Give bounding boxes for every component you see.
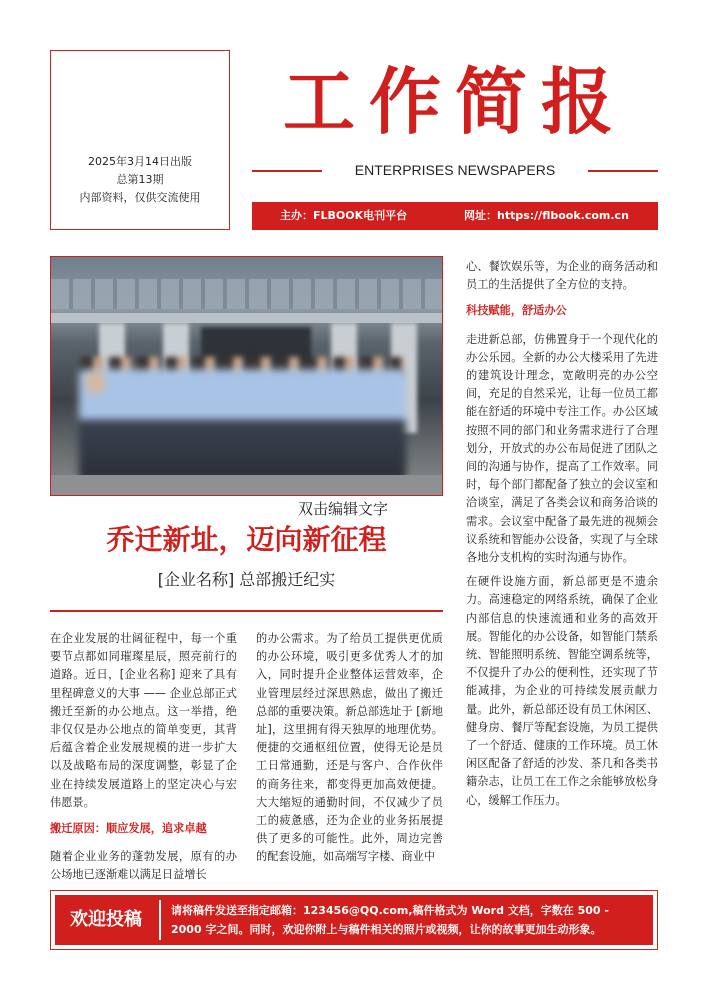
subtitle-rule-right: [588, 170, 658, 172]
submission-text: 请将稿件发送至指定邮箱：123456@QQ.com,稿件格式为 Word 文档，字数在 500 - 2000 字之间。同时，欢迎你附上与稿件相关的照片或视频，让你的故事更加生动形象。: [171, 904, 609, 936]
subtitle-rule-left: [252, 170, 322, 172]
issue-number: 总第13期: [116, 173, 164, 186]
submission-label: 欢迎投稿: [70, 909, 142, 930]
photo-ground: [51, 475, 442, 495]
article-column-1: [50, 630, 237, 891]
photo-people: [79, 369, 406, 481]
group-photo[interactable]: [50, 256, 443, 496]
issue-info-box: [50, 50, 230, 230]
distribution-note: 内部资料，仅供交流使用: [79, 191, 201, 204]
article-headline: 乔迁新址，迈向新征程: [106, 523, 387, 556]
section-title-tech-office: 科技赋能，舒适办公: [466, 304, 567, 318]
article-column-3: [466, 258, 658, 816]
submission-divider: [159, 900, 161, 940]
article-paragraph: 随着企业业务的蓬勃发展，原有的办公场地已逐渐难以满足日益增长: [50, 850, 237, 882]
publisher-host: 主办：FLBOOK电刊平台: [280, 209, 408, 222]
publisher-bar: [252, 202, 658, 230]
section-title-relocation-reason: 搬迁原因：顺应发展，追求卓越: [50, 822, 207, 836]
article-column-2: [256, 630, 443, 873]
issue-date: 2025年3月14日出版: [88, 155, 192, 168]
headline-divider: [50, 610, 443, 612]
submission-banner: [55, 895, 653, 945]
photo-building-windows: [51, 279, 442, 309]
submission-footer: [50, 890, 658, 950]
masthead-subtitle: ENTERPRISES NEWSPAPERS: [354, 162, 556, 178]
article-paragraph: 的办公需求。为了给员工提供更优质的办公环境，吸引更多优秀人才的加入，同时提升企业整体运营效率，企业管理层经过深思熟虑，做出了搬迁总部的重要决策。新总部选址于 [新地址]，这里拥有得天独厚的地理优势。便捷的交通枢纽位置，使得无论是员工日常通勤，还是与客户、合作伙伴的商务往来，都变得更加高效便捷。大大缩短的通勤时间，不仅减少了员工的疲惫感，还为企业的业务拓展提供了更多的可能性。此外，周边完善的配套设施，如高端写字楼、商业中: [256, 632, 443, 864]
publisher-website[interactable]: 网址：https://flbook.com.cn: [464, 209, 629, 222]
photo-canopy: [51, 313, 442, 323]
article-paragraph: 走进新总部，仿佛置身于一个现代化的办公乐园。全新的办公大楼采用了先进的建筑设计理念，宽敞明亮的办公空间，充足的自然采光，让每一位员工都能在舒适的环境中专注工作。办公区域按照不同的部门和业务需求进行了合理划分，开放式的办公布局促进了团队之间的沟通与协作，提高了工作效率。同时，每个部门都配备了独立的会议室和洽谈室，满足了各类会议和商务洽谈的需求。会议室中配备了最先进的视频会议系统和智能办公设备，实现了与全球各地分支机构的实时沟通与协作。: [466, 332, 658, 565]
masthead-title: 工作简报: [282, 59, 627, 144]
article-paragraph: 在硬件设施方面，新总部更是不遗余力。高速稳定的网络系统，确保了企业内部信息的快速流通和业务的高效开展。智能化的办公设备，如智能门禁系统、智能照明系统、智能空调系统等，不仅提升了办公的便利性，还实现了节能减排，为企业的可持续发展贡献力量。此外，新总部还设有员工休闲区、健身房、餐厅等配套设施，为员工提供了一个舒适、健康的工作环境。员工休闲区配备了舒适的沙发、茶几和各类书籍杂志，让员工在工作之余能够放松身心，缓解工作压力。: [466, 575, 658, 807]
article-paragraph: 心、餐饮娱乐等，为企业的商务活动和员工的生活提供了全方位的支持。: [466, 260, 658, 292]
masthead-subtitle-row: [252, 160, 658, 182]
article-paragraph: 在企业发展的壮阔征程中，每一个重要节点都如同璀璨星辰，照亮前行的道路。近日，[企业名称] 迎来了具有里程碑意义的大事 —— 企业总部正式搬迁至新的办公地点。这一举措，绝非仅仅是办公地点的简单变更，其背后蕴含着企业发展规模的进一步扩大以及战略布局的深度调整，彰显了企业在持续发展道路上的坚定决心与宏伟愿景。: [50, 632, 237, 809]
article-subheadline: [企业名称] 总部搬迁纪实: [157, 570, 336, 589]
photo-caption[interactable]: 双击编辑文字: [298, 500, 389, 518]
